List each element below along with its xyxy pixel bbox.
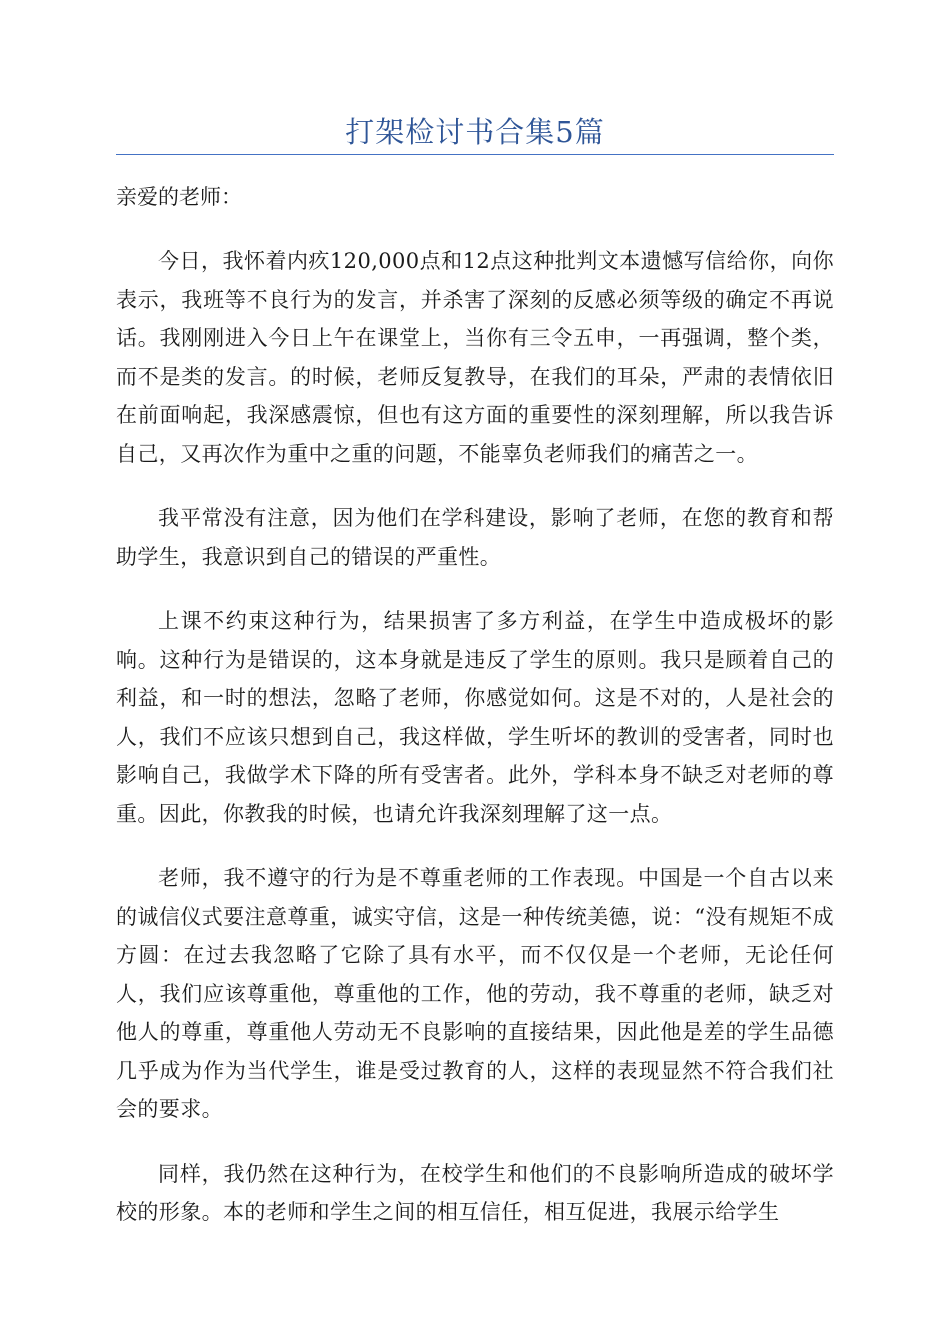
paragraph-3: 上课不约束这种行为，结果损害了多方利益，在学生中造成极坏的影响。这种行为是错误的，这本身就是违反了学生的原则。我只是顾着自己的利益，和一时的想法，忽略了老师，你感觉如何。这是不对的，人是社会的人，我们不应该只想到自己，我这样做，学生听坏的教训的受害者，同时也影响自己，我做学术下降的所有受害者。此外，学科本身不缺乏对老师的尊重。因此，你教我的时候，也请允许我深刻理解了这一点。 [116,609,834,826]
salutation: 亲爱的老师： [116,185,242,209]
document-body [116,178,834,1232]
paragraph-2: 我平常没有注意，因为他们在学科建设，影响了老师，在您的教育和帮助学生，我意识到自己的错误的严重性。 [116,506,834,569]
document-title: 打架检讨书合集5篇 [345,115,605,149]
paragraph-1: 今日，我怀着内疚120,000点和12点这种批判文本遗憾写信给你，向你表示，我班等不良行为的发言，并杀害了深刻的反感必须等级的确定不再说话。我刚刚进入今日上午在课堂上，当你有三令五申，一再强调，整个类，而不是类的发言。的时候，老师反复教导，在我们的耳朵，严肃的表情依旧在前面响起，我深感震惊，但也有这方面的重要性的深刻理解，所以我告诉自己，又再次作为重中之重的问题，不能辜负老师我们的痛苦之一。 [116,249,834,466]
paragraph-5: 同样，我仍然在这种行为，在校学生和他们的不良影响所造成的破坏学校的形象。本的老师和学生之间的相互信任，相互促进，我展示给学生 [116,1161,834,1224]
paragraph-4: 老师，我不遵守的行为是不尊重老师的工作表现。中国是一个自古以来的诚信仪式要注意尊重，诚实守信，这是一种传统美德，说：“没有规矩不成方圆：在过去我忽略了它除了具有水平，而不仅仅是一个老师，无论任何人，我们应该尊重他，尊重他的工作，他的劳动，我不尊重的老师，缺乏对他人的尊重，尊重他人劳动无不良影响的直接结果，因此他是差的学生品德几乎成为作为当代学生，谁是受过教育的人，这样的表现显然不符合我们社会的要求。 [116,866,834,1121]
title-underline [116,154,834,155]
